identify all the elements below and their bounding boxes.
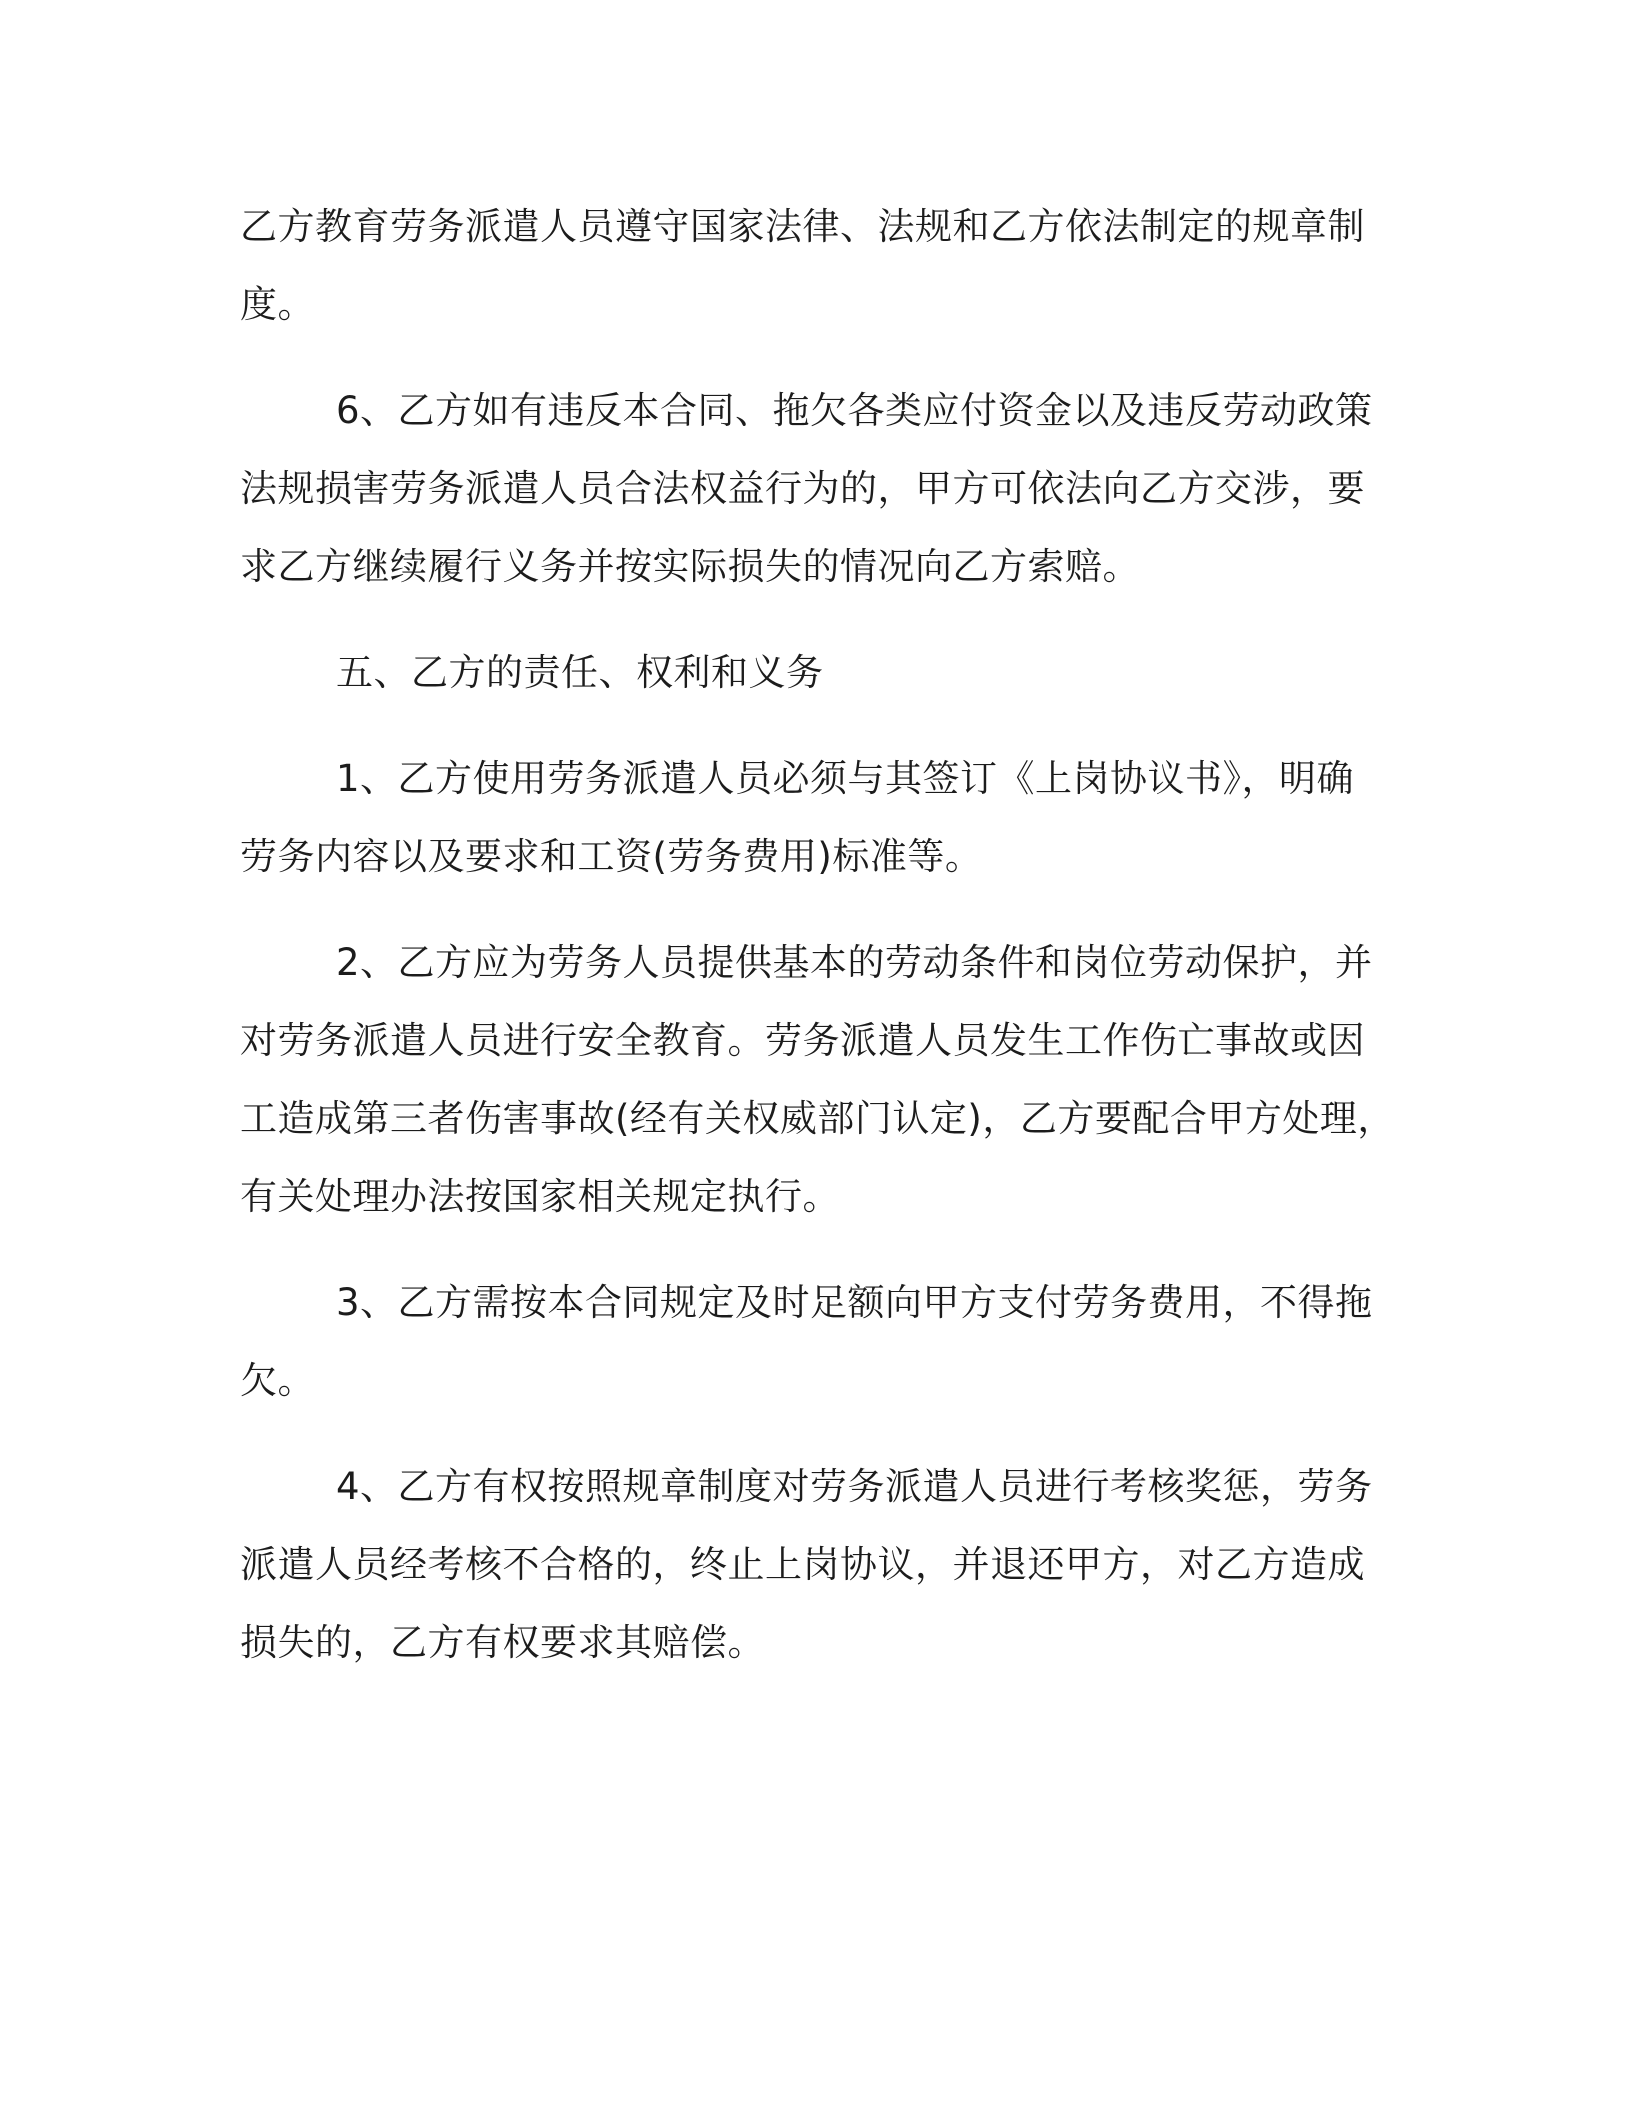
text-line: 对劳务派遣人员进行安全教育。劳务派遣人员发生工作伤亡事故或因 [240,1019,1365,1062]
text-line: 有关处理办法按国家相关规定执行。 [240,1175,840,1218]
text-line: 度。 [240,283,315,326]
text-line: 2、乙方应为劳务人员提供基本的劳动条件和岗位劳动保护，并 [336,941,1373,984]
text-line: 欠。 [240,1359,315,1402]
text-line: 4、乙方有权按照规章制度对劳务派遣人员进行考核奖惩，劳务 [336,1465,1373,1508]
text-line: 派遣人员经考核不合格的，终止上岗协议，并退还甲方，对乙方造成 [240,1543,1365,1586]
section-heading-5 [240,634,1370,712]
paragraph-item-3 [240,1264,1373,1420]
text-line: 乙方教育劳务派遣人员遵守国家法律、法规和乙方依法制定的规章制 [240,205,1365,248]
text-line: 6、乙方如有违反本合同、拖欠各类应付资金以及违反劳动政策 [336,389,1373,432]
text-line: 3、乙方需按本合同规定及时足额向甲方支付劳务费用，不得拖 [336,1281,1373,1324]
text-line: 损失的，乙方有权要求其赔偿。 [240,1621,765,1664]
paragraph-item-4 [240,1448,1373,1682]
text-line: 求乙方继续履行义务并按实际损失的情况向乙方索赔。 [240,545,1140,588]
paragraph-item-6 [240,372,1373,606]
paragraph-continuation [240,188,1370,344]
text-line: 五、乙方的责任、权利和义务 [336,651,824,694]
text-line: 1、乙方使用劳务派遣人员必须与其签订《上岗协议书》，明确 [336,757,1355,800]
document-body [240,188,1395,1682]
text-line: 法规损害劳务派遣人员合法权益行为的，甲方可依法向乙方交涉，要 [240,467,1365,510]
paragraph-item-1 [240,740,1370,896]
text-line: 劳务内容以及要求和工资(劳务费用)标准等。 [240,835,983,878]
text-line: 工造成第三者伤害事故(经有关权威部门认定)，乙方要配合甲方处理， [240,1097,1395,1140]
paragraph-item-2 [240,924,1395,1236]
